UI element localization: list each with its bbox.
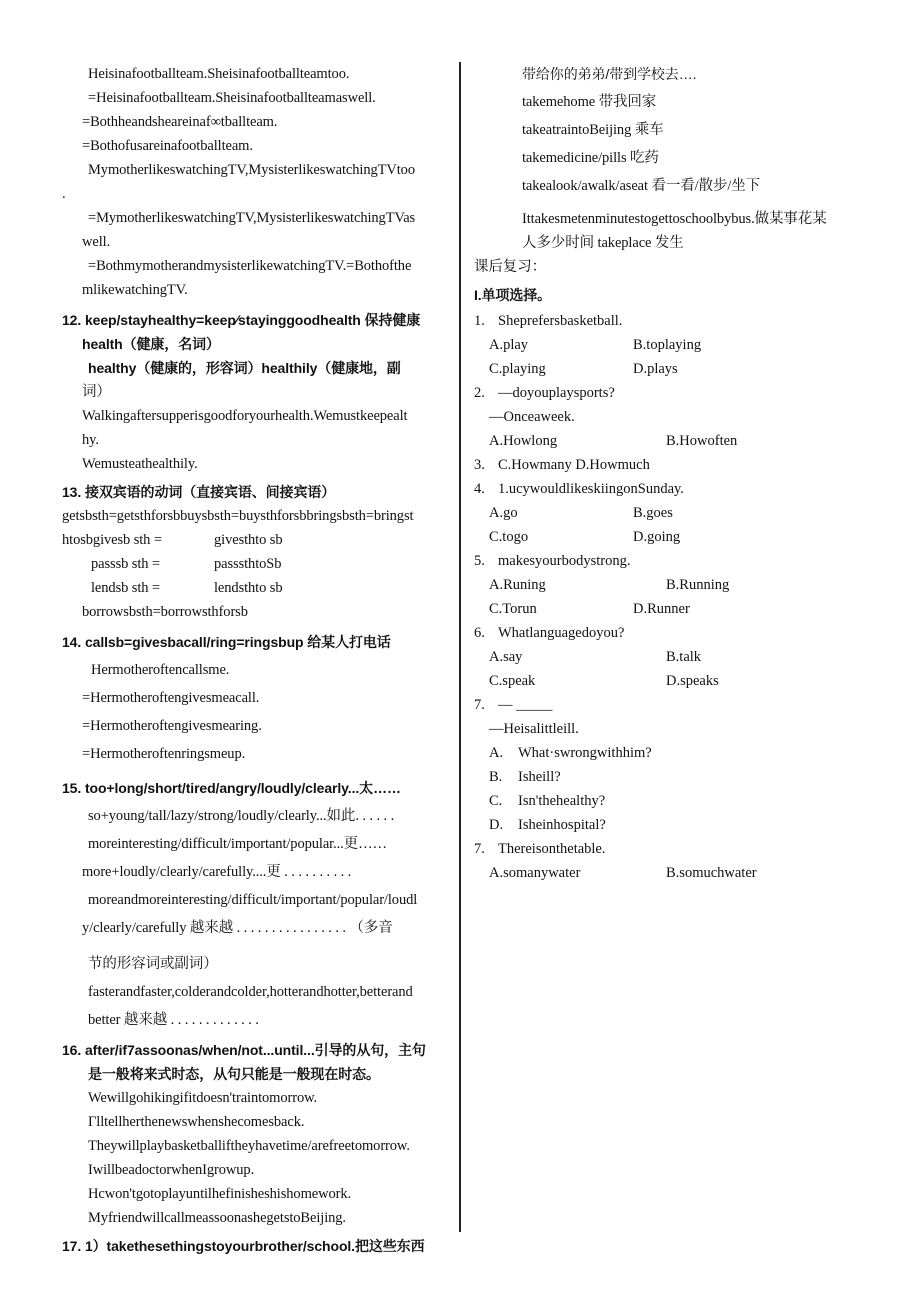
- section-13-heading: 13. 接双宾语的动词（直接宾语、间接宾语）: [62, 484, 336, 500]
- text-fragment: passsb sth =: [91, 556, 161, 572]
- option: A.Runing: [489, 577, 546, 593]
- option: B.toplaying: [633, 337, 702, 353]
- option: Isheinhospital?: [518, 817, 606, 833]
- text-line: moreinteresting/difficult/important/popular...更……: [88, 836, 387, 852]
- question-number: 4.: [474, 481, 485, 497]
- text-line: healthy（健康的，形容词）healthily（健康地，副: [88, 360, 401, 376]
- option: D.plays: [633, 361, 678, 377]
- option-letter: B.: [489, 769, 503, 785]
- text-line: =Bothofusareinafootballteam.: [82, 138, 253, 154]
- question-text: makesyourbodystrong.: [498, 553, 631, 569]
- text-line: fasterandfaster,colderandcolder,hotterandhotter,betterand: [88, 984, 413, 1000]
- question: [474, 693, 874, 717]
- right-column: [474, 62, 874, 885]
- question-number: 3.: [474, 457, 485, 473]
- text-fragment: lendsthto sb: [214, 580, 283, 596]
- question-number: 6.: [474, 625, 485, 641]
- text-line: =BothmymotherandmysisterlikewatchingTV.=Bothofthe: [88, 258, 412, 274]
- section-12-subheading: health（健康，名词）: [82, 336, 220, 352]
- answer-line: [474, 717, 874, 741]
- option: B.Howoften: [666, 433, 738, 449]
- option: B.Running: [666, 577, 730, 593]
- text-line: 带给你的弟弟/带到学校去….: [522, 66, 697, 82]
- take-line: takeatraintoBeijing 乘车: [522, 122, 664, 138]
- question: [474, 381, 874, 405]
- section-12-heading: 12. keep/stayhealthy=keep∕stayinggoodhealth 保持健康: [62, 312, 421, 328]
- text-line: Hermotheroftencallsme.: [91, 662, 230, 678]
- text-line: borrowsbsth=borrowsthforsb: [82, 604, 248, 620]
- option: What·swrongwithhim?: [518, 745, 652, 761]
- option: C.speak: [489, 673, 536, 689]
- text-line: Walkingaftersupperisgoodforyourhealth.Wemustkeepealt: [82, 408, 408, 424]
- text-line: [62, 528, 452, 552]
- option-row: [474, 645, 874, 669]
- text-line: 词）: [82, 384, 111, 400]
- question: [474, 309, 874, 333]
- option-row: [474, 669, 874, 693]
- option: D.Runner: [633, 601, 690, 617]
- question-text: —doyouplaysports?: [498, 385, 615, 401]
- answer-line: [474, 405, 874, 429]
- option: Isheill?: [518, 769, 561, 785]
- section-14-heading: 14. callsb=givesbacall/ring=ringsbup 给某人打电话: [62, 634, 391, 650]
- review-title: 课后复习：: [474, 259, 546, 275]
- option: A.play: [489, 337, 529, 353]
- option-row: [474, 573, 874, 597]
- text-line: =Bothheandsheareinaf∞tballteam.: [82, 114, 278, 130]
- option: D.going: [633, 529, 681, 545]
- option: B.talk: [666, 649, 702, 665]
- option-row: [474, 525, 874, 549]
- text-line: so+young/tall/lazy/strong/loudly/clearly...如此. . . . . .: [88, 808, 395, 824]
- option: A.say: [489, 649, 523, 665]
- section-title: I.单项选择。: [474, 287, 552, 303]
- option-row: [474, 429, 874, 453]
- option-row: [474, 333, 874, 357]
- option: C.Torun: [489, 601, 537, 617]
- text-line: [62, 576, 452, 600]
- option-row: [474, 765, 874, 789]
- question-number: 1.: [474, 313, 485, 329]
- option-letter: D.: [489, 817, 504, 833]
- option-row: [474, 357, 874, 381]
- question: [474, 549, 874, 573]
- text-line: mlikewatchingTV.: [82, 282, 188, 298]
- text-fragment: htosbgivesb sth =: [62, 532, 162, 548]
- section-16-subheading: 是一般将来式时态，从句只能是一般现在时态。: [88, 1066, 380, 1082]
- option: A.Howlong: [489, 433, 558, 449]
- option-row: [474, 861, 874, 885]
- option: B.somuchwater: [666, 865, 757, 881]
- question-number: 7.: [474, 841, 485, 857]
- option: B.goes: [633, 505, 673, 521]
- text-fragment: lendsb sth =: [91, 580, 161, 596]
- take-line: takealook/awalk/aseat 看一看/散步/坐下: [522, 178, 761, 194]
- left-column: [62, 62, 452, 1258]
- text-line: IwillbeadoctorwhenIgrowup.: [88, 1162, 255, 1178]
- option: Isn'thehealthy?: [518, 793, 606, 809]
- text-fragment: passsthtoSb: [214, 556, 282, 572]
- text-line: MymotherlikeswatchingTV,MysisterlikeswatchingTVtoo: [88, 162, 415, 178]
- question: [474, 837, 874, 861]
- text-line: well.: [82, 234, 111, 250]
- answer-text: —Onceaweek.: [489, 409, 575, 425]
- question-number: 5.: [474, 553, 485, 569]
- option: D.speaks: [666, 673, 719, 689]
- text-line: =MymotherlikeswatchingTV,MysisterlikeswatchingTVas: [88, 210, 416, 226]
- text-line: Hcwon'tgotoplayuntilhefinisheshishomework.: [88, 1186, 352, 1202]
- text-line: Theywillplaybasketballiftheyhavetime/arefreetomorrow.: [88, 1138, 410, 1154]
- question: [474, 453, 874, 477]
- question-text: Whatlanguagedoyou?: [498, 625, 625, 641]
- text-line: Ittakesmetenminutestogettoschoolbybus.做某事花某: [522, 211, 827, 227]
- text-line: getsbsth=getsthforsbbuysbsth=buysthforsbbringsbsth=bringst: [62, 508, 414, 524]
- text-line: 人多少时间 takeplace 发生: [522, 235, 684, 251]
- option-row: [474, 813, 874, 837]
- option: C.togo: [489, 529, 529, 545]
- text-line: [62, 552, 452, 576]
- question-number: 7.: [474, 697, 485, 713]
- option-row: [474, 741, 874, 765]
- text-line: better 越来越 . . . . . . . . . . . . .: [88, 1012, 259, 1028]
- take-line: takemedicine/pills 吃药: [522, 150, 659, 166]
- question-text: 1.ucywouldlikeskiingonSunday.: [498, 481, 684, 497]
- text-line: =Heisinafootballteam.Sheisinafootballteamaswell.: [88, 90, 376, 106]
- text-line: 节的形容词或副词）: [88, 956, 218, 972]
- question-text: C.Howmany D.Howmuch: [498, 457, 650, 473]
- option-letter: A.: [489, 745, 504, 761]
- answer-text: —Heisalittleill.: [489, 721, 579, 737]
- text-line: =Hermotheroftengivesmearing.: [82, 718, 262, 734]
- take-line: takemehome 带我回家: [522, 94, 657, 110]
- text-line: y/clearly/carefully 越来越 . . . . . . . . . . . . . . . . （多音: [82, 920, 393, 936]
- option: A.go: [489, 505, 518, 521]
- column-divider: [459, 62, 461, 1232]
- text-line: .: [62, 186, 66, 202]
- question-text: — _____: [498, 697, 553, 713]
- text-line: Γlltellherthenewswhenshecomesback.: [88, 1114, 305, 1130]
- text-fragment: givesthto sb: [214, 532, 283, 548]
- option-row: [474, 789, 874, 813]
- option: A.somanywater: [489, 865, 581, 881]
- option-row: [474, 597, 874, 621]
- section-15-heading: 15. too+long/short/tired/angry/loudly/clearly...太……: [62, 780, 401, 796]
- section-17-heading: 17. 1）takethesethingstoyourbrother/school.把这些东西: [62, 1238, 425, 1254]
- question: [474, 621, 874, 645]
- option: C.playing: [489, 361, 546, 377]
- text-line: Wewillgohikingifitdoesn'traintomorrow.: [88, 1090, 318, 1106]
- question-text: Thereisonthetable.: [498, 841, 606, 857]
- question-text: Sheprefersbasketball.: [498, 313, 623, 329]
- text-line: Wemusteathealthily.: [82, 456, 198, 472]
- text-line: more+loudly/clearly/carefully....更 . . . . . . . . . .: [82, 864, 352, 880]
- option-letter: C.: [489, 793, 503, 809]
- text-line: moreandmoreinteresting/difficult/important/popular/loudl: [88, 892, 418, 908]
- question: [474, 477, 874, 501]
- text-line: =Hermotheroftenringsmeup.: [82, 746, 246, 762]
- option-row: [474, 501, 874, 525]
- question-number: 2.: [474, 385, 485, 401]
- section-16-heading: 16. after/if7assoonas/when/not...until...引导的从句，主句: [62, 1042, 426, 1058]
- text-line: MyfriendwillcallmeassoonashegetstoBeijing.: [88, 1210, 346, 1226]
- text-line: Heisinafootballteam.Sheisinafootballteamtoo.: [88, 66, 350, 82]
- text-line: hy.: [82, 432, 99, 448]
- text-line: =Hermotheroftengivesmeacall.: [82, 690, 260, 706]
